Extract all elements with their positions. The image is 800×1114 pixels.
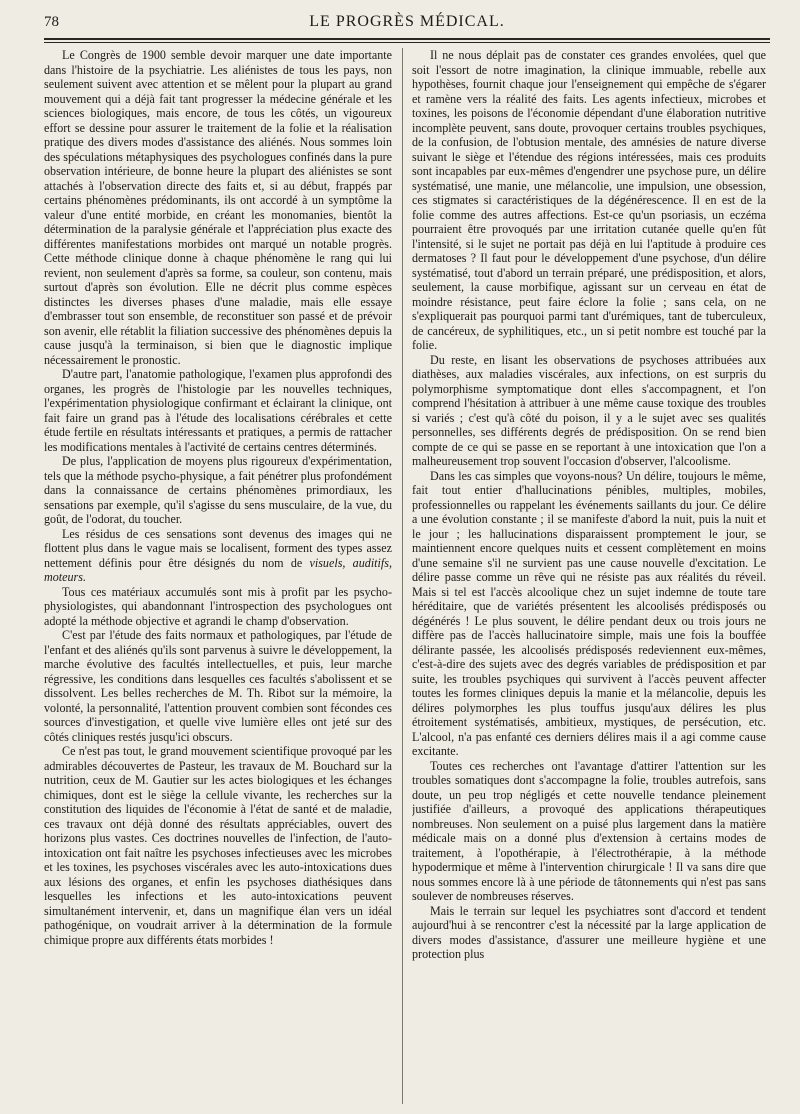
paragraph [44,527,392,585]
paragraph: De plus, l'application de moyens plus rigoureux d'expérimentation, tels que la méthode psycho-physique, a fait pénétrer plus profondément dans la connaissance de certains phénomènes primordiaux, les sensations par exemple, qu'il s'agisse du sens musculaire, de la vue, du goût, de l'odorat, du toucher. [44,454,392,526]
paragraph: Mais le terrain sur lequel les psychiatres sont d'accord et tendent aujourd'hui à se rencontrer c'est la nécessité par la large application de divers modes d'assistance, d'assurer une meilleure hygiène et une protection plus [412,903,766,961]
header-rule-thin [44,42,770,43]
paragraph: Du reste, en lisant les observations de psychoses attribuées aux diathèses, aux maladies viscérales, aux infections, on est surpris du polymorphisme symptomatique dont elles s'accompagnent, et l'on comprend l'hésitation à attribuer à une même cause toxique des troubles si variés ; c'est qu'à côté du poison, il y a le sujet avec ses qualités personnelles, ses différents degrés de prédisposition. On se rend bien compte de ce qui se passe en se reportant à une intoxication que l'on a malheureusement trop souvent l'occasion d'observer, l'alcoolisme. [412,352,766,468]
paragraph: Toutes ces recherches ont l'avantage d'attirer l'attention sur les troubles somatiques dont s'accompagne la folie, troubles autrefois, sans doute, un peu trop négligés et cette nouvelle tendance pleinement justifiée d'ailleurs, a provoqué des applications thérapeutiques nombreuses. Non seulement on a puisé plus largement dans la matière médicale mais on a donné plus d'extension à certains modes de traitement, à l'opothérapie, à l'électrothérapie, à la méthode hypodermique et même à l'intervention chirurgicale ! Il va sans dire que nous sommes encore là à une période de tâtonnements qui n'est pas sans soulever de nombreuses réserves. [412,758,766,903]
paragraph: D'autre part, l'anatomie pathologique, l'examen plus approfondi des organes, les progrès de l'histologie par les nouvelles techniques, l'expérimentation physiologique confirmant et éclairant la clinique, ont fait faire un grand pas à l'étude des localisations cérébrales et cette étude fertile en résultats intéressants et pratiques, a permis de rattacher les modifications mentales à l'activité de certains centres déterminés. [44,367,392,454]
right-column [412,48,766,1108]
left-column [44,48,392,1108]
paragraph: Tous ces matériaux accumulés sont mis à profit par les psycho-physiologistes, qui abandonnant l'introspection des psychologues ont adopté la méthode objective et agrandi le champ d'observation. [44,584,392,628]
column-separator [402,48,403,1104]
paragraph: Le Congrès de 1900 semble devoir marquer une date importante dans l'histoire de la psychiatrie. Les aliénistes de tous les pays, non seulement suivent avec attention et se mêlent pour la plupart au grand mouvement qui a déjà fait tant progresser la médecine générale et les sciences biologiques, mais encore, de tous les côtés, un vigoureux effort se dessine pour assurer le traitement de la folie et la réalisation pratique des divers modes d'assistance des aliénés. Nous sommes loin des spéculations métaphysiques des psychologues confinés dans la pure observation intérieure, de bonne heure la plupart des aliénistes se sont attachés à l'observation directe des faits et, si au début, frappés par certains phénomènes prédominants, ils ont accordé à un symptôme la valeur d'une entité morbide, en créant les monomanies, bientôt la détermination de la paralysie générale et l'appréciation plus exacte des différentes manifestations morbides ont marqué un notable progrès. Cette méthode clinique donne à chaque phénomène le rang qui lui revient, non seulement d'après sa forme, sa couleur, son contenu, mais surtout d'après son évolution. Elle ne décrit plus comme espèces distinctes les diverses phases d'une maladie, mais elle essaye d'embrasser tout son ensemble, de reconstituer son passé et de prévoir son avenir, elle rétablit la filiation successive des phénomènes depuis la cause jusqu'à la terminaison, si bien que le diagnostic implique nécessairement le pronostic. [44,48,392,367]
header-rule-thick [44,38,770,40]
paragraph: Ce n'est pas tout, le grand mouvement scientifique provoqué par les admirables découvertes de Pasteur, les travaux de M. Bouchard sur la nutrition, ceux de M. Gautier sur les actes biologiques et les échanges chimiques, dont est le siège la cellule vivante, les recherches sur la constitution des liquides de l'économie à l'état de santé et de maladie, ces travaux ont déjà donné des résultats appréciables, ouvert des horizons plus vastes. Ces doctrines nouvelles de l'infection, de l'auto-intoxication ont fait naître les psychoses infectieuses avec les microbes et les toxines, les psychoses viscérales avec les auto-intoxications dues aux lésions des organes, et enfin les psychoses diathésiques dans lesquelles les infections et les auto-intoxications peuvent simultanément intervenir, et, dans un magnifique élan vers un idéal pathogénique, on voudrait arriver à la détermination de la formule chimique propre aux différents états morbides ! [44,744,392,947]
italic-term: visuels, auditifs, moteurs. [44,555,392,584]
page-number: 78 [44,14,59,30]
running-title: LE PROGRÈS MÉDICAL. [309,13,505,30]
page-header [44,10,770,38]
paragraph: C'est par l'étude des faits normaux et pathologiques, par l'étude de l'enfant et des aliénés qu'ils sont parvenus à suivre le développement, la marche évolutive des facultés intellectuelles, et puis, leur marche régressive, les conditions dans lesquelles ces facultés s'abolissent et se dissolvent. Les belles recherches de M. Th. Ribot sur la mémoire, la volonté, la personnalité, l'attention prouvent combien sont fécondes ces sources d'investigation, et quelle vive lumière elles ont jeté sur des côtés cliniques restés jusqu'ici obscurs. [44,628,392,744]
paragraph: Il ne nous déplait pas de constater ces grandes envolées, quel que soit l'essort de notre imagination, la clinique immuable, rebelle aux hypothèses, fournit chaque jour l'enseignement qui empêche de s'égarer et ramène vers la réalité des faits. Les agents infectieux, microbes et toxines, les poisons de l'économie dépendant d'une élaboration nutritive incomplète peuvent, sans doute, provoquer certains troubles psychiques, de la confusion, de l'obtusion mentale, des amnésies de nature diverse suivant le siège et l'étendue des régions intéressées, mais ces produits sont incapables par eux-mêmes d'engendrer une psychose pure, un délire systématisé, une manie, une mélancolie, une impulsion, une obsession, ces stigmates si caractéristiques de la dégénérescence. Il en est de la folie comme des autres affections. Est-ce qu'un psoriasis, un eczéma pourraient être provoqués par une irritation cutanée quelle qu'en fût l'intensité, si le sujet ne portait pas déjà en lui l'aptitude à produire ces dermatoses ? Il faut pour le développement d'une psychose, d'un délire systématisé, tout d'abord un terrain préparé, une prédisposition, et alors, seulement, la cause morbifique, agissant sur un cerveau en état de moindre résistance, peut faire éclore la folie ; sans cela, on ne s'expliquerait pas pourquoi parmi tant d'urémiques, tant de tuberculeux, de cancéreux, de syphilitiques, etc., un si petit nombre est touché par la folie. [412,48,766,352]
paragraph: Dans les cas simples que voyons-nous? Un délire, toujours le même, fait tout entier d'hallucinations pénibles, multiples, mobiles, professionnelles ou rappelant les événements saillants du jour. Ce délire a une évolution constante ; il se manifeste d'abord la nuit, puis la nuit et le jour ; les hallucinations disparaissent promptement le jour, se maintiennent encore quelques nuits et cessent complètement en moins d'une semaine s'il ne survient pas une cause nouvelle d'excitation. Le délire passe comme un rêve qui ne résiste pas aux réalités du réveil. Mais si tel est l'accès alcoolique chez un sujet indemne de toute tare héréditaire, que de variétés présentent les alcoolisés prédisposés ou dégénérés ! Le plus souvent, le délire pendant deux ou trois jours ne diffère pas de l'accès hallucinatoire simple, mais une fois la bouffée délirante passée, les alcoolisés prédisposés redeviennent eux-mêmes, c'est-à-dire des sujets avec des degrés variables de prédisposition et par suite, les troubles psychiques qui survivent à l'accès peuvent affecter toutes les formes cliniques depuis la manie et la mélancolie, depuis les délires polymorphes les plus touffus jusqu'aux délires les plus étroitement systématisés, ambitieux, mystiques, de persécution, etc. L'alcool, n'a pas enfanté ces derniers délires mais il a agi comme cause excitante. [412,468,766,758]
paragraph-text: Les résidus de ces sensations sont devenus des images qui ne flottent plus dans le vague mais se localisent, forment des types assez nettement définis pour être désignés du nom de [44,526,392,570]
